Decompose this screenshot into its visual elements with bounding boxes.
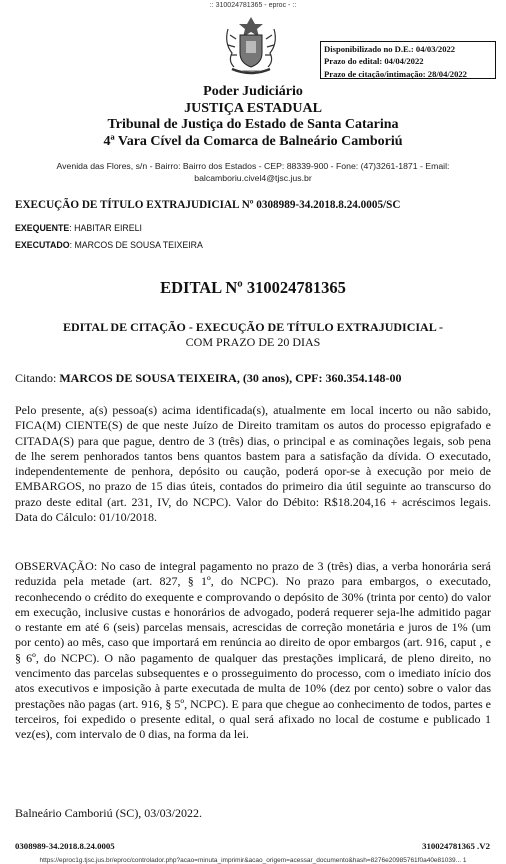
court-line-2: JUSTIÇA ESTADUAL: [184, 100, 322, 116]
body-paragraph-1: Pelo presente, a(s) pessoa(s) acima identificada(s), atualmente em local incerto ou não sabido, FICA(M) CIENTE(S) de que neste Juízo de Direito tramitam os autos do processo epigrafado e CITADA(S) para que pague, dentro de 3 (três) dias, o principal e as cominações legais, sob pena de lhe serem penhorados tantos bens quantos bastem para a satisfação da dívida. O executado, independentemente de penhora, depósito ou caução, poderá opor-se à execução por meio de EMBARGOS, no prazo de 15 dias úteis, contados do primeiro dia útil seguinte ao transcurso do prazo deste edital (art. 231, IV, do NCPC). Valor do Débito: R$18.204,16 + acréscimos legais. Data do Cálculo: 01/10/2018.: [15, 403, 491, 525]
edital-title: EDITAL Nº 310024781365: [160, 278, 346, 297]
body-paragraph-2: OBSERVAÇÃO: No caso de integral pagamento no prazo de 3 (três) dias, a verba honorária será reduzida pela metade (art. 827, § 1º, do NCPC). No prazo para embargos, o executado, reconhecendo o crédito do exequente e comprovando o depósito de 30% (trinta por cento) do valor em execução, inclusive custas e honorários de advogado, poderá requerer seja-lhe admitido pagar o restante em até 6 (seis) parcelas mensais, acrescidas de correção monetária e juros de 1% (um por cento) ao mês, caso que importará em renúncia ao direito de opor embargos (art. 916, caput , e § 6º, do NCPC). O não pagamento de qualquer das prestações implicará, de pleno direito, no vencimento das parcelas subsequentes e o prosseguimento do processo, com o imediato início dos atos executivos e imposição à parte executada de multa de 10% (dez por cento) sobre o valor das prestações não pagas (art. 916, § 5º, NCPC). E para que chegue ao conhecimento de todos, partes e terceiros, foi expedido o presente edital, o qual será afixado no local de costume e publicado 1 vez(es), com intervalo de 0 dias, na forma da lei.: [15, 559, 491, 742]
process-title: EXECUÇÃO DE TÍTULO EXTRAJUDICIAL Nº 0308989-34.2018.8.24.0005/SC: [15, 199, 401, 211]
publication-date: Disponibilizado no D.E.: 04/03/2022: [324, 44, 456, 54]
edital-deadline: Prazo do edital: 04/04/2022: [324, 56, 424, 67]
document-header-id: :: 310024781365 - eproc - ::: [209, 2, 297, 9]
subtitle-line-1: EDITAL DE CITAÇÃO - EXECUÇÃO DE TÍTULO EXTRAJUDICIAL -: [62, 320, 444, 334]
citando-label: Citando:: [15, 371, 60, 385]
publication-info-box: [320, 41, 496, 79]
court-heading: [0, 84, 506, 150]
executado-line: [15, 240, 203, 250]
citando-value: MARCOS DE SOUSA TEIXEIRA, (30 anos), CPF: 360.354.148-00: [59, 371, 402, 385]
edital-subtitle: [0, 320, 506, 350]
citation-deadline: Prazo de citação/intimação: 28/04/2022: [324, 68, 467, 79]
bottom-url: https://eproc1g.tjsc.jus.br/eproc/controlador.php?acao=minuta_imprimir&acao_origem=acessar_documento&hash=8276e20985761f0a40e81039... 1: [39, 857, 467, 864]
court-line-3: Tribunal de Justiça do Estado de Santa Catarina: [107, 117, 399, 132]
footer-process-number: 0308989-34.2018.8.24.0005: [15, 841, 115, 851]
court-line-4: 4ª Vara Cível da Comarca de Balneário Camboriú: [103, 133, 403, 149]
exequente-label: EXEQUENTE: [15, 223, 70, 233]
subtitle-line-2: COM PRAZO DE 20 DIAS: [185, 335, 321, 349]
footer-edital-number: 310024781365 .V2: [422, 841, 490, 851]
coat-of-arms-icon: [222, 15, 280, 77]
court-line-1: Poder Judiciário: [203, 84, 303, 99]
executado-label: EXECUTADO: [15, 240, 70, 250]
city-date: Balneário Camboriú (SC), 03/03/2022.: [15, 806, 202, 820]
court-address: Avenida das Flores, s/n - Bairro: Bairro dos Estados - CEP: 88339-900 - Fone: (47)3261-1871 - Email: balcamboriu.civel4@tjsc.jus.br: [56, 161, 450, 183]
executado-value: : MARCOS DE SOUSA TEIXEIRA: [69, 240, 203, 250]
exequente-value: : HABITAR EIRELI: [69, 223, 142, 233]
citando-line: [15, 371, 401, 386]
exequente-line: [15, 223, 142, 233]
